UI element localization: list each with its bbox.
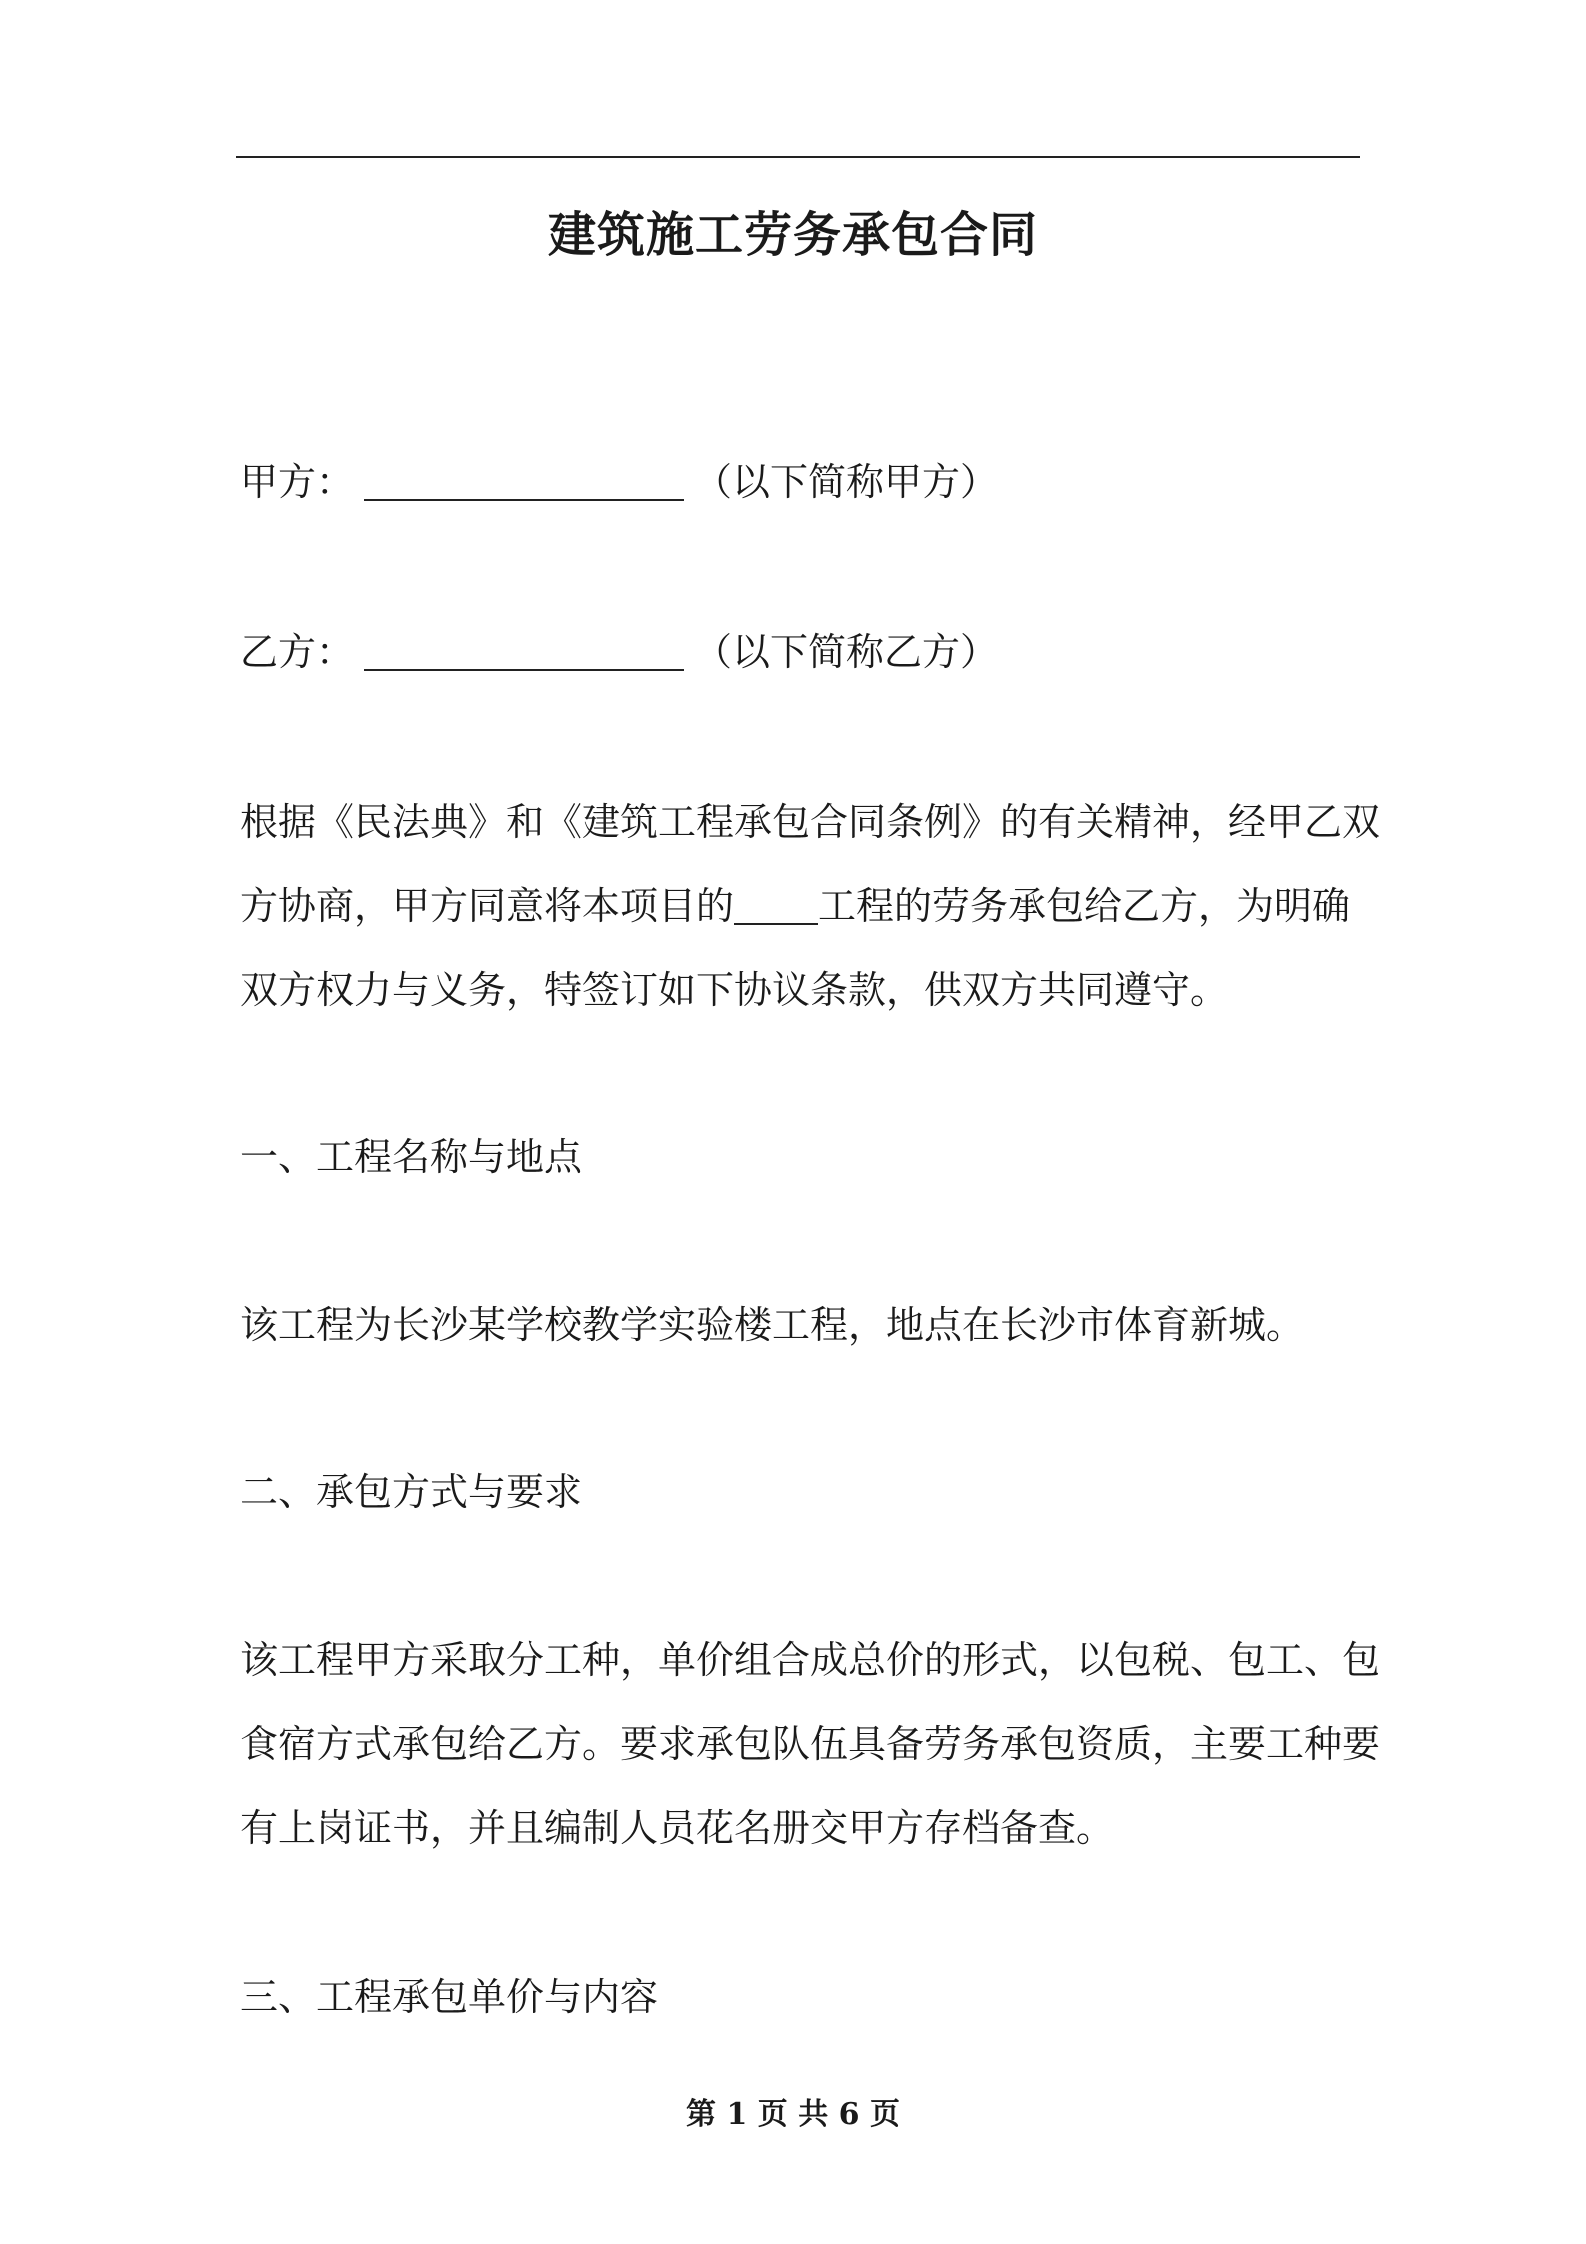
party-b-label: 乙方： (240, 630, 355, 674)
intro-line-2-before: 方协商，甲方同意将本项目的 (240, 884, 735, 928)
section2-line-1: 该工程甲方采取分工种，单价组合成总价的形式，以包税、包工、包 (240, 1638, 1381, 1682)
document-title: 建筑施工劳务承包合同 (547, 207, 1038, 263)
party-a-blank (364, 455, 684, 501)
party-a-line (240, 440, 1360, 524)
party-b-blank (364, 625, 684, 671)
page-number-footer: 第 1 页 共 6 页 (686, 2097, 900, 2132)
intro-line-3: 双方权力与义务，特签订如下协议条款，供双方共同遵守。 (240, 968, 1229, 1012)
header-rule (236, 156, 1360, 158)
section1-heading: 一、工程名称与地点 (240, 1135, 583, 1179)
party-b-note: （以下简称乙方） (694, 630, 999, 674)
section3-heading: 三、工程承包单价与内容 (240, 1975, 659, 2019)
section2-line-2: 食宿方式承包给乙方。要求承包队伍具备劳务承包资质，主要工种要 (240, 1722, 1381, 1766)
intro-line-1: 根据《民法典》和《建筑工程承包合同条例》的有关精神，经甲乙双 (240, 800, 1381, 844)
section2-line-3: 有上岗证书，并且编制人员花名册交甲方存档备查。 (240, 1806, 1115, 1850)
section2-heading: 二、承包方式与要求 (240, 1470, 583, 1514)
intro-line-2 (240, 864, 1360, 948)
intro-line-2-after: 工程的劳务承包给乙方，为明确 (818, 884, 1351, 928)
section1-body: 该工程为长沙某学校教学实验楼工程，地点在长沙市体育新城。 (240, 1303, 1305, 1347)
project-blank (734, 879, 818, 925)
party-a-label: 甲方： (240, 460, 355, 504)
party-b-line (240, 610, 1360, 694)
party-a-note: （以下简称甲方） (694, 460, 999, 504)
